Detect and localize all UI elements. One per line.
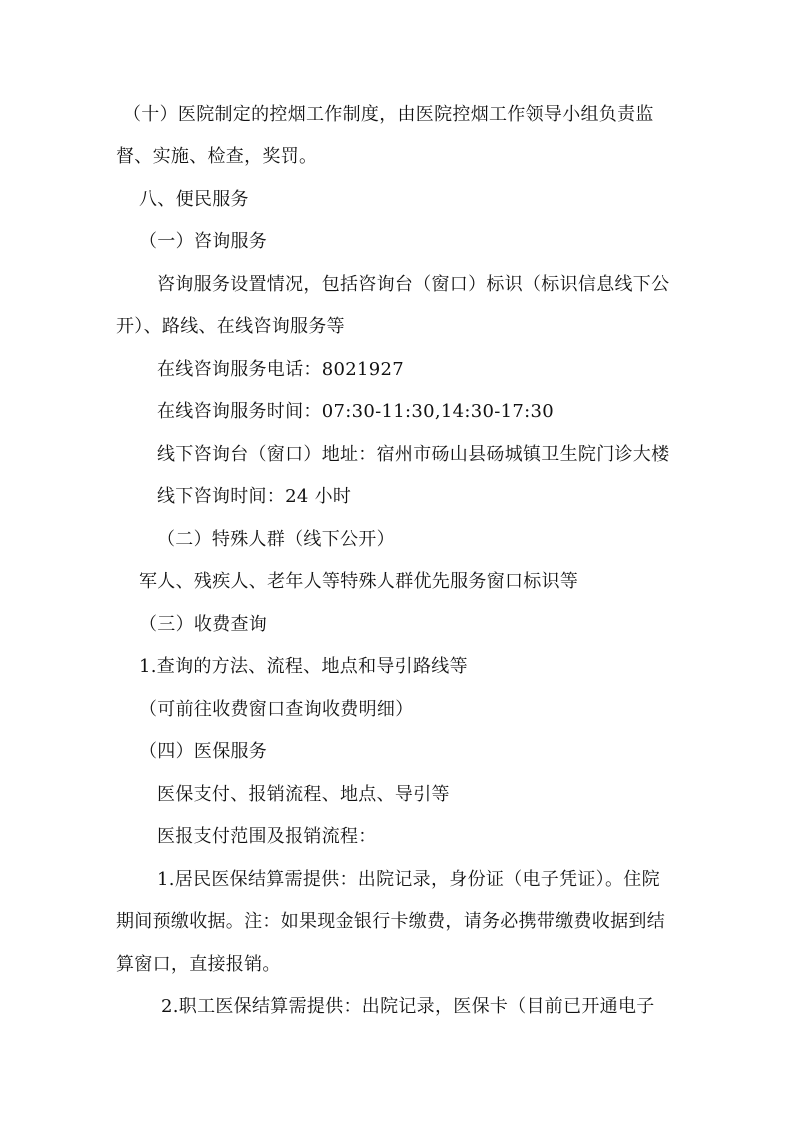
text-line-14: 1.查询的方法、流程、地点和导引路线等 bbox=[139, 656, 468, 677]
text-line-15: （可前往收费窗口查询收费明细） bbox=[139, 699, 414, 720]
text-line-2: 督、实施、检查，奖罚。 bbox=[116, 146, 318, 167]
subsection-heading-3: （三）收费查询 bbox=[139, 614, 268, 635]
consult-address: 线下咨询台（窗口）地址：宿州市砀山县砀城镇卫生院门诊大楼 bbox=[157, 444, 670, 465]
section-heading-8: 八、便民服务 bbox=[139, 189, 249, 210]
consult-phone: 在线咨询服务电话：8021927 bbox=[157, 359, 404, 380]
text-line-19: 1.居民医保结算需提供：出院记录，身份证（电子凭证）。住院 bbox=[157, 869, 660, 890]
text-line-22: 2.职工医保结算需提供：出院记录，医保卡（目前已开通电子 bbox=[161, 996, 655, 1017]
text-line-18: 医报支付范围及报销流程： bbox=[157, 826, 377, 847]
text-line-20: 期间预缴收据。注：如果现金银行卡缴费，请务必携带缴费收据到结 bbox=[116, 911, 665, 932]
text-line-17: 医保支付、报销流程、地点、导引等 bbox=[157, 784, 450, 805]
text-line-21: 算窗口，直接报销。 bbox=[116, 954, 281, 975]
subsection-heading-1: （一）咨询服务 bbox=[139, 231, 268, 252]
subsection-heading-4: （四）医保服务 bbox=[139, 741, 268, 762]
text-line-1: （十）医院制定的控烟工作制度，由医院控烟工作领导小组负责监 bbox=[123, 104, 654, 125]
text-line-5: 咨询服务设置情况，包括咨询台（窗口）标识（标识信息线下公 bbox=[157, 274, 670, 295]
consult-offline-hours: 线下咨询时间：24 小时 bbox=[157, 486, 352, 507]
text-line-6: 开）、路线、在线咨询服务等 bbox=[116, 316, 345, 337]
consult-hours: 在线咨询服务时间：07:30-11:30,14:30-17:30 bbox=[157, 401, 554, 422]
text-line-12: 军人、残疾人、老年人等特殊人群优先服务窗口标识等 bbox=[139, 571, 579, 592]
subsection-heading-2: （二）特殊人群（线下公开） bbox=[157, 529, 395, 550]
